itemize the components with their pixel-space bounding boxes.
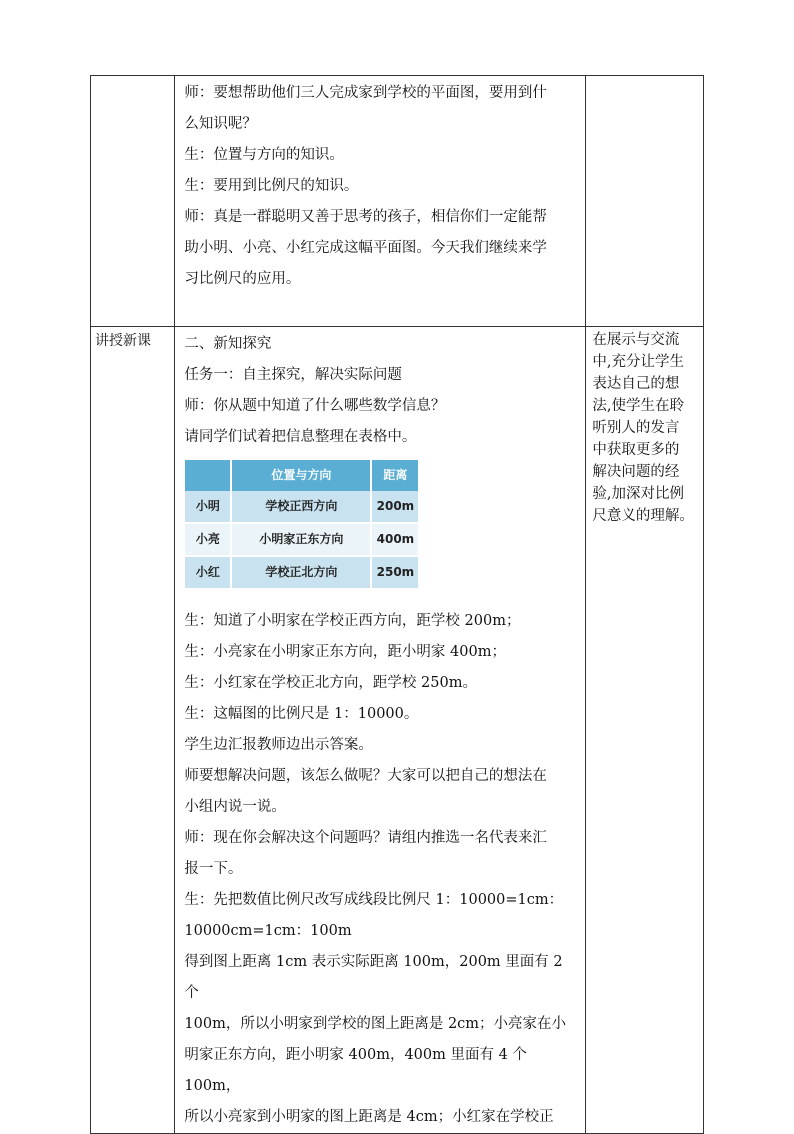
row-direction: 学校正北方向 — [231, 556, 371, 588]
row1-content — [175, 76, 586, 327]
header-direction: 位置与方向 — [231, 460, 371, 491]
table-row — [185, 523, 418, 556]
dialogue-line: 生：要用到比例尺的知识。 — [184, 178, 359, 194]
new-lesson-row — [91, 327, 704, 1134]
row-distance: 200m — [371, 491, 418, 523]
dialogue-line: 么知识呢？ — [184, 116, 257, 132]
section-label: 讲授新课 — [91, 327, 175, 1134]
note-line: 尺意义的理解。 — [592, 508, 694, 524]
table-row — [185, 491, 418, 523]
note-line: 表达自己的想 — [592, 376, 680, 392]
lesson-plan-table — [90, 75, 704, 1134]
dialogue-line: 10000cm=1cm：100m — [184, 923, 352, 939]
row-name: 小亮 — [185, 523, 231, 556]
dialogue-line: 学生边汇报教师边出示答案。 — [184, 737, 373, 753]
dialogue-line: 生：这幅图的比例尺是 1：10000。 — [184, 706, 419, 722]
row-direction: 小明家正东方向 — [231, 523, 371, 556]
note-line: 听别人的发言 — [592, 420, 680, 436]
dialogue-line: 生：知道了小明家在学校正西方向，距学校 200m； — [184, 613, 521, 629]
section-heading: 二、新知探究 — [184, 336, 272, 352]
dialogue-line: 生：先把数值比例尺改写成线段比例尺 1：10000=1cm： — [184, 892, 564, 908]
table-row — [185, 556, 418, 588]
dialogue-line: 师：现在你会解决这个问题吗？请组内推选一名代表来汇 — [184, 830, 547, 846]
intro-row — [91, 76, 704, 327]
dialogue-line: 师：你从题中知道了什么哪些数学信息？ — [184, 398, 446, 414]
dialogue-line: 100m，所以小明家到学校的图上距离是 2cm；小亮家在小 — [184, 1016, 567, 1032]
note-line: 中获取更多的 — [592, 442, 680, 458]
row1-note — [586, 76, 704, 327]
dialogue-line: 生：位置与方向的知识。 — [184, 147, 344, 163]
dialogue-line: 师要想解决问题，该怎么做呢？大家可以把自己的想法在 — [184, 768, 547, 784]
dialogue-line: 师：真是一群聪明又善于思考的孩子，相信你们一定能帮 — [184, 209, 547, 225]
note-line: 中,充分让学生 — [592, 354, 685, 370]
dialogue-line: 小组内说一说。 — [184, 799, 286, 815]
dialogue-line: 明家正东方向，距小明家 400m，400m 里面有 4 个 100m， — [184, 1047, 527, 1094]
dialogue-line: 所以小亮家到小明家的图上距离是 4cm；小红家在学校正 — [184, 1109, 554, 1125]
note-line: 解决问题的经 — [592, 464, 680, 480]
dialogue-line: 生：小亮家在小明家正东方向，距小明家 400m； — [184, 644, 506, 660]
row-name: 小红 — [185, 556, 231, 588]
row2-content — [175, 327, 586, 1134]
note-line: 在展示与交流 — [592, 332, 680, 348]
dialogue-line: 生：小红家在学校正北方向，距学校 250m。 — [184, 675, 477, 691]
info-table — [185, 460, 418, 588]
design-intent-note — [586, 327, 704, 1134]
header-distance: 距离 — [371, 460, 418, 491]
row-distance: 400m — [371, 523, 418, 556]
dialogue-line: 得到图上距离 1cm 表示实际距离 100m，200m 里面有 2 个 — [184, 954, 563, 1001]
dialogue-line: 报一下。 — [184, 861, 243, 877]
row-direction: 学校正西方向 — [231, 491, 371, 523]
dialogue-line: 习比例尺的应用。 — [184, 271, 301, 287]
note-line: 法,使学生在聆 — [592, 398, 685, 414]
task-heading: 任务一：自主探究，解决实际问题 — [184, 367, 402, 383]
note-line: 验,加深对比例 — [592, 486, 685, 502]
dialogue-line: 请同学们试着把信息整理在表格中。 — [184, 429, 417, 445]
dialogue-line: 助小明、小亮、小红完成这幅平面图。今天我们继续来学 — [184, 240, 547, 256]
dialogue-line: 师：要想帮助他们三人完成家到学校的平面图，要用到什 — [184, 85, 547, 101]
header-blank — [185, 460, 231, 491]
row-name: 小明 — [185, 491, 231, 523]
info-table-header — [185, 460, 418, 491]
row-distance: 250m — [371, 556, 418, 588]
row1-label — [91, 76, 175, 327]
